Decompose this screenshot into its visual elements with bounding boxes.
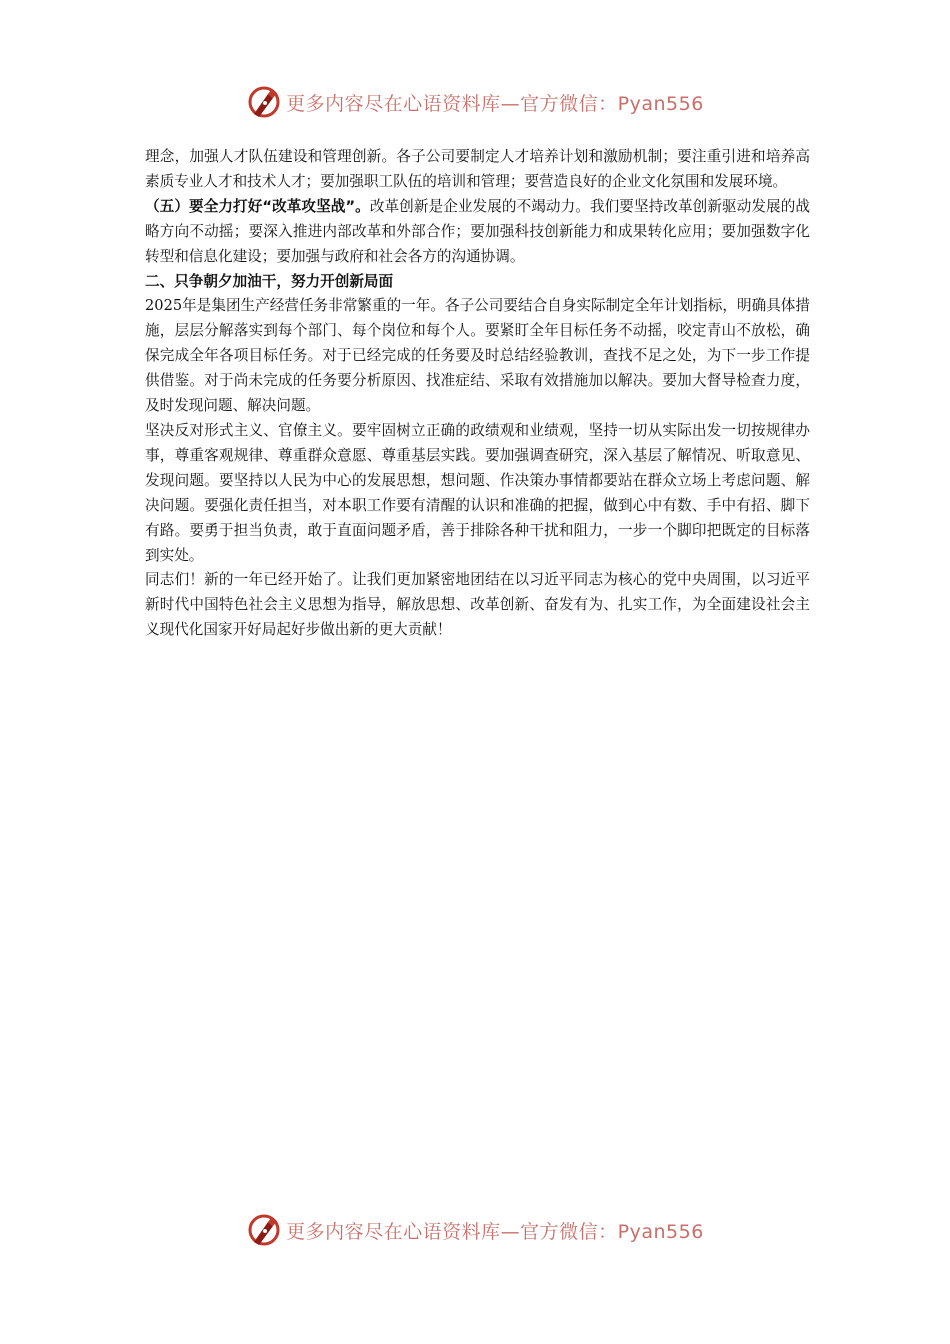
paragraph-reform xyxy=(145,195,810,270)
footer-banner-text: 更多内容尽在心语资料库—官方微信：Pyan556 xyxy=(286,1220,704,1243)
paragraph-talent: 理念，加强人才队伍建设和管理创新。各子公司要制定人才培养计划和激励机制；要注重引进和培养高素质专业人才和技术人才；要加强职工队伍的培训和管理；要营造良好的企业文化氛围和发展环境。 xyxy=(145,148,810,190)
paragraph-closing: 同志们！新的一年已经开始了。让我们更加紧密地团结在以习近平同志为核心的党中央周围，以习近平新时代中国特色社会主义思想为指导，解放思想、改革创新、奋发有为、扎实工作，为全面建设社会主义现代化国家开好局起好步做出新的更大贡献！ xyxy=(145,571,810,639)
reform-lead-heading: （五）要全力打好“改革攻坚战”。 xyxy=(145,197,370,215)
document-body xyxy=(145,145,810,643)
reform-body-text: 改革创新是企业发展的不竭动力。我们要坚持改革创新驱动发展的战略方向不动摇；要深入推进内部改革和外部合作；要加强科技创新能力和成果转化应用；要加强数字化转型和信息化建设；要加强与政府和社会各方的沟通协调。 xyxy=(145,197,810,265)
pen-nib-logo-icon xyxy=(246,84,282,120)
header-banner-text: 更多内容尽在心语资料库—官方微信：Pyan556 xyxy=(286,92,704,115)
pen-nib-logo-icon xyxy=(246,1212,282,1248)
header-banner xyxy=(0,80,950,124)
footer-banner xyxy=(0,1208,950,1252)
paragraph-annual-tasks: 2025年是集团生产经营任务非常繁重的一年。各子公司要结合自身实际制定全年计划指标，明确具体措施，层层分解落实到每个部门、每个岗位和每个人。要紧盯全年目标任务不动摇，咬定青山不放松，确保完成全年各项目标任务。对于已经完成的任务要及时总结经验教训，查找不足之处，为下一步工作提供借鉴。对于尚未完成的任务要分析原因、找准症结、采取有效措施加以解决。要加大督导检查力度，及时发现问题、解决问题。 xyxy=(145,297,810,415)
section-heading-2: 二、只争朝夕加油干，努力开创新局面 xyxy=(145,272,394,290)
paragraph-anti-formalism: 坚决反对形式主义、官僚主义。要牢固树立正确的政绩观和业绩观，坚持一切从实际出发一切按规律办事，尊重客观规律、尊重群众意愿、尊重基层实践。要加强调查研究，深入基层了解情况、听取意见、发现问题。要坚持以人民为中心的发展思想，想问题、作决策办事情都要站在群众立场上考虑问题、解决问题。要强化责任担当，对本职工作要有清醒的认识和准确的把握，做到心中有数、手中有招、脚下有路。要勇于担当负责，敢于直面问题矛盾，善于排除各种干扰和阻力，一步一个脚印把既定的目标落到实处。 xyxy=(145,421,810,564)
